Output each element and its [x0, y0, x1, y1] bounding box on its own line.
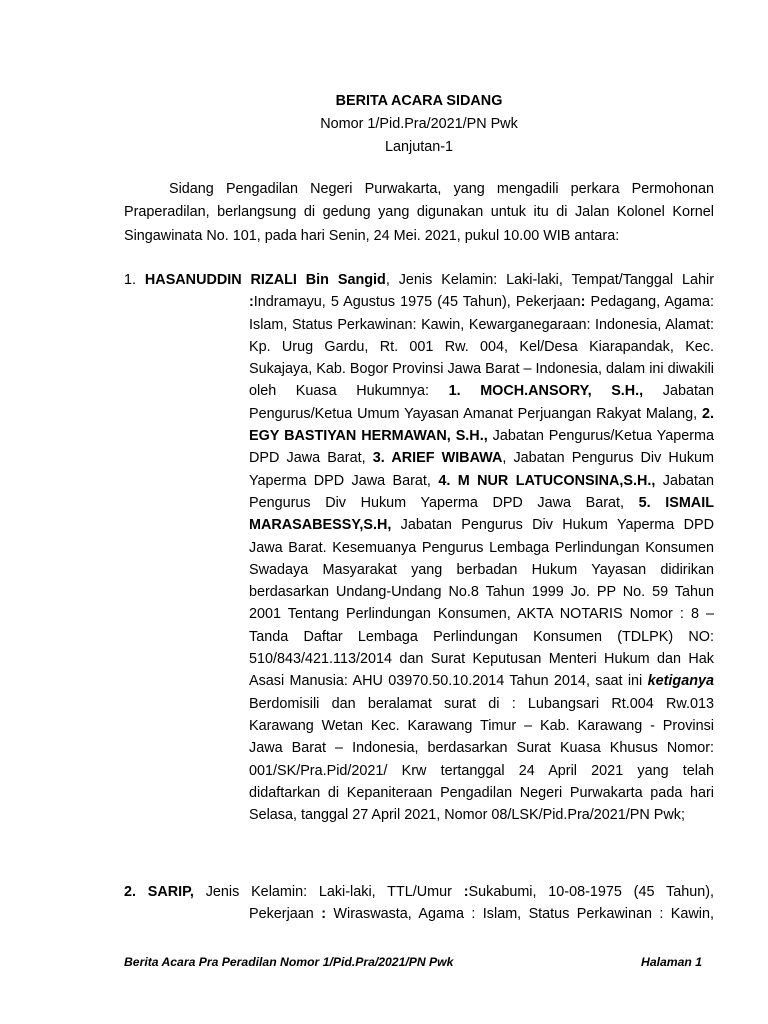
intro-paragraph: Sidang Pengadilan Negeri Purwakarta, yang mengadili perkara Permohonan Praperadilan, berlangsung di gedung yang digunakan untuk itu di Jalan Kolonel Kornel Singawinata No. 101, pada hari Senin, 24 Mei. 2021, pukul 10.00 WIB antara: — [124, 181, 714, 244]
colon: : — [249, 294, 254, 311]
counsel-4-name: 4. M NUR LATUCONSINA,S.H., — [438, 472, 656, 489]
party-1-details — [249, 291, 714, 826]
page-number: Halaman 1 — [641, 955, 702, 969]
emphasis-ketiganya: ketiganya — [647, 673, 714, 690]
colon: : — [580, 294, 586, 311]
page-footer — [124, 955, 702, 969]
counsel-2-role: Jabatan Pengurus/Ketua Yaperma DPD Jawa Barat, — [249, 428, 714, 467]
party-2-details — [249, 903, 714, 925]
document-title: BERITA ACARA SIDANG — [335, 93, 503, 109]
party-2-first-line — [124, 881, 714, 903]
footer-title: Berita Acara Pra Peradilan Nomor 1/Pid.Pra/2021/PN Pwk — [124, 955, 454, 969]
counsel-3-role: , Jabatan Pengurus Div Hukum Yaperma DPD Jawa Barat, — [249, 450, 715, 489]
case-number: Nomor 1/Pid.Pra/2021/PN Pwk — [320, 116, 518, 132]
party-1-name: HASANUDDIN RIZALI Bin Sangid — [144, 272, 386, 288]
party-1-status: Pedagang, Agama: Islam, Status Perkawinan: Kawin, Kewarganegaraan: Indonesia, Alamat: Kp. Urug Gardu, Rt. 001 Rw. 004, Kel/Desa Kiarapandak, Kec. Sukajaya, Kab. Bogor Provinsi Jawa Barat – Indonesia, dalam ini diwakili oleh Kuasa Hukumnya: — [249, 294, 714, 400]
party-2-line1: Jenis Kelamin: Laki-laki, TTL/Umur — [193, 884, 464, 900]
party-1-address: Berdomisili dan beralamat surat di : Lubangsari Rt.004 Rw.013 Karawang Wetan Kec. Karawang Timur – Kab. Karawang - Provinsi Jawa Barat – Indonesia, berdasarkan Surat Kuasa Khusus Nomor: 001/SK/Pra.Pid/2021/ Krw tertanggal 24 April 2021 yang telah didaftarkan di Kepaniteraan Pengadilan Negeri Purwakarta pada hari Selasa, tanggal 27 April 2021, Nomor 08/LSK/Pid.Pra/2021/PN Pwk; — [249, 695, 714, 824]
colon: : — [463, 884, 469, 900]
counsel-4-role: Jabatan Pengurus Div Hukum Yaperma DPD Jawa Barat, — [249, 472, 714, 511]
continuation-label: Lanjutan-1 — [384, 139, 453, 155]
counsel-3-name: 3. ARIEF WIBAWA — [372, 450, 503, 467]
party-2 — [124, 881, 714, 940]
counsel-1-role: Jabatan Pengurus/Ketua Umum Yayasan Amanat Perjuangan Rakyat Malang, — [249, 383, 714, 422]
party-1-identity: Indramayu, 5 Agustus 1975 (45 Tahun), Pekerjaan — [253, 294, 581, 311]
header-block — [124, 90, 714, 159]
party-2-occupation: Wiraswasta, Agama : Islam, Status Perkawinan : Kawin, — [326, 906, 714, 923]
party-1 — [124, 269, 714, 841]
colon: : — [321, 906, 327, 923]
counsel-5-role: Jabatan Pengurus Div Hukum Yaperma DPD Jawa Barat. Kesemuanya Pengurus Lembaga Perlindungan Konsumen Swadaya Masyarakat yang berbadan Hukum Yayasan didirikan berdasarkan Undang-Undang No.8 Tahun 1999 Jo. PP No. 59 Tahun 2001 Tentang Perlindungan Konsumen, AKTA NOTARIS Nomor : 8 – Tanda Daftar Lembaga Perlindungan Konsumen (TDLPK) NO: 510/843/421.113/2014 dan Surat Keputusan Menteri Hukum dan Hak Asasi Manusia: AHU 03970.50.10.2014 Tahun 2014, saat ini — [249, 517, 714, 690]
counsel-5-name: 5. ISMAIL MARASABESSY,S.H, — [249, 494, 714, 534]
party-1-first-line: 1. HASANUDDIN RIZALI Bin Sangid, Jenis Kelamin: Laki-laki, Tempat/Tanggal Lahir — [124, 272, 714, 288]
party-1-number: 1 — [124, 272, 133, 288]
party-2-birth: Sukabumi, 10-08-1975 (45 Tahun), — [468, 884, 715, 900]
counsel-2-name: 2. EGY BASTIYAN HERMAWAN, S.H., — [249, 405, 714, 445]
party-1-first-line-rest: , Jenis Kelamin: Laki-laki, Tempat/Tanggal Lahir — [385, 272, 714, 288]
party-2-occupation-label: Pekerjaan — [249, 906, 322, 923]
counsel-1-name: 1. MOCH.ANSORY, S.H., — [448, 383, 644, 400]
party-2-number-name: 2. SARIP, — [124, 884, 194, 900]
